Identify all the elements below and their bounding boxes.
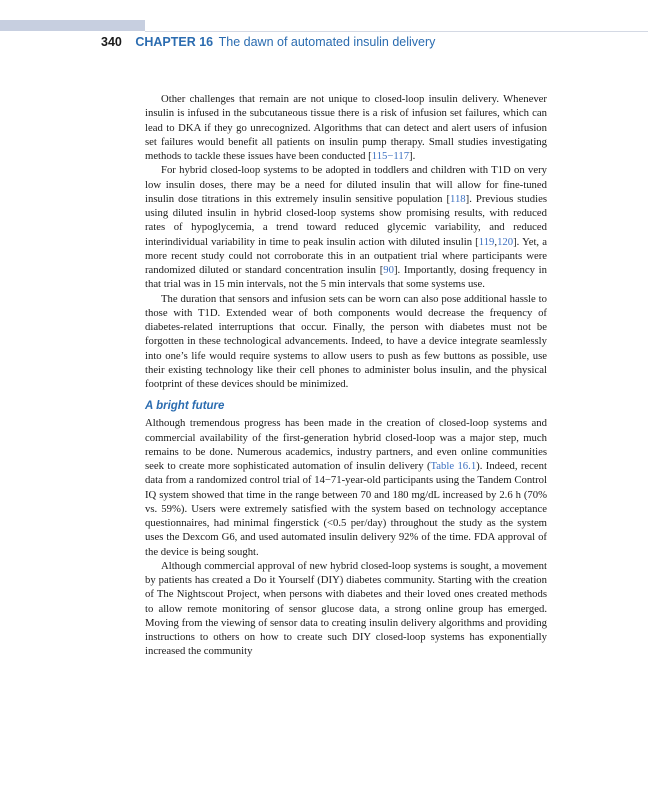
header-bar bbox=[0, 20, 145, 31]
header-rule bbox=[145, 31, 648, 32]
section-heading: A bright future bbox=[145, 400, 225, 413]
citation-link[interactable]: 119 bbox=[478, 235, 495, 248]
page-number: 340 bbox=[101, 35, 122, 49]
citation-link[interactable]: 118 bbox=[450, 192, 466, 205]
paragraph-progress: Although tremendous progress has been made in the creation of closed-loop systems and commercial availability of the first-generation hybrid closed-loop was a major step, much remains to be done. Numerous academics, industry partners, and even online communities seek to create more sophisticated automation of insulin delivery (Table 16.1). Indeed, recent data from a randomized control trial of 14−71-year-old participants using the Tandem Control IQ system showed that time in the range between 70 and 180 mg/dL increased by 2.6 h (70% vs. 59%). Users were extremely satisfied with the system based on technology acceptance questionnaires, had minimal fingerstick (<0.5 per/day) throughout the study as the system uses the Dexcom G6, and used automated insulin delivery 92% of the time. FDA approval of the device is being sought. bbox=[145, 417, 547, 558]
citation-link[interactable]: 90 bbox=[383, 264, 394, 276]
running-header bbox=[101, 35, 435, 49]
chapter-title: The dawn of automated insulin delivery bbox=[218, 35, 436, 49]
paragraph-diy-community: Although commercial approval of new hybrid closed-loop systems is sought, a movement by patients has created a Do it Yourself (DIY) diabetes community. Starting with the creation of The Nightscout Project, when persons with diabetes and their loved ones created methods to allow remote monitoring of sensor glucose data, a strong online group has emerged. Moving from the viewing of sensor data to creating insulin delivery algorithms and providing instructions to others on how to create such DIY closed-loop systems has exponentially increased the community bbox=[145, 559, 547, 658]
chapter-label: CHAPTER 16 bbox=[135, 35, 214, 49]
page-body bbox=[145, 92, 547, 659]
table-reference-link[interactable]: Table 16.1 bbox=[430, 460, 477, 472]
paragraph-sensor-duration: The duration that sensors and infusion sets can be worn can also pose additional hassle to those with T1D. Extended wear of both components would decrease the frequency of diabetes-related interruptions that occur. Finally, the person with diabetes must not be forgotten in these technological advancements. Indeed, to have a device integrate seamlessly into one’s life would require systems to allow users to push as few buttons as possible, use their existing technology like their cell phones to administer bolus insulin, and the physical footprint of these devices should be minimized. bbox=[145, 292, 547, 390]
citation-link[interactable]: 120 bbox=[497, 235, 514, 248]
paragraph-infusion-set-failures: Other challenges that remain are not unique to closed-loop insulin delivery. Whenever insulin is infused in the subcutaneous tissue there is a risk of infusion set failures, which can lead to DKA if they go unrecognized. Algorithms that can detect and alert users of infusion set failures would benefit all patients on insulin pump therapy. Small studies investigating methods to tackle these issues have been conducted [115−117]. bbox=[145, 93, 547, 162]
paragraph-diluted-insulin: For hybrid closed-loop systems to be adopted in toddlers and children with T1D on very low insulin doses, there may be a need for diluted insulin that will allow for fine-tuned insulin dose titrations in this extremely insulin sensitive population [118]. Previous studies using diluted insulin in hybrid closed-loop systems show promising results, with reduced rates of hypoglycemia, a trend toward reduced glycemic variability, and reduced interindividual variability in time to peak insulin action with diluted insulin [119,120]. Yet, a more recent study could not corroborate this in an outpatient trial where participants were randomized diluted or standard concentration insulin [90]. Importantly, dosing frequency in that trial was in 15 min intervals, not the 5 min intervals that some systems use. bbox=[145, 164, 547, 291]
citation-link[interactable]: 115−117 bbox=[371, 150, 410, 162]
